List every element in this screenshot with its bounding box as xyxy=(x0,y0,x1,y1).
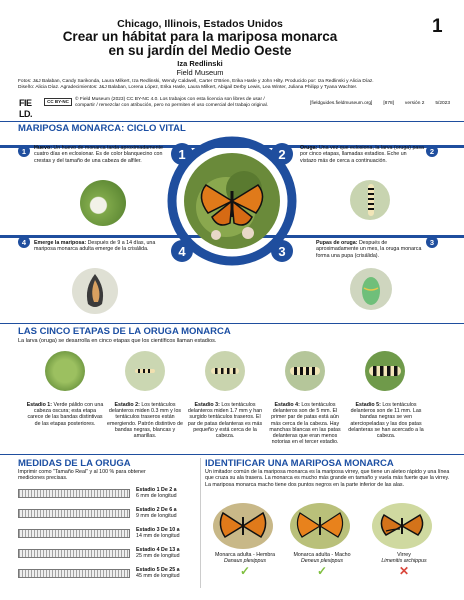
instar-1-photo xyxy=(45,351,85,391)
measure-row xyxy=(18,543,196,563)
instar-5-text xyxy=(346,402,426,439)
instar-3-desc: Los tentáculos delanteros miden 1.7 mm y han surgido tentáculos traseros. El par de patas delanteras es más pequeño y está cerca de la cabeza. xyxy=(187,402,263,440)
cc-license-badge: CC BY-NC xyxy=(44,98,72,106)
card-viceroy-sci: Limenitis archippus xyxy=(381,558,427,565)
location-line: Chicago, Illinois, Estados Unidos xyxy=(117,18,283,30)
chrysalis-icon xyxy=(350,268,392,310)
measure-row xyxy=(18,483,196,503)
measures-subtitle: Imprimir como "Tamaño Real" y al 100 % para obtener mediciones precisas. xyxy=(18,469,146,482)
credits-design: Diseño: Alicia Díaz. Agradecimientos: J&J Balaban, Lorena López, Erika Hasle, Laura Milkert, Abigail Derby Lewis, Lea Winter, Juliana Philipp y Tyana Wachter. xyxy=(18,85,358,91)
instar-4-icon xyxy=(285,351,325,391)
organization-name: Field Museum xyxy=(176,68,224,77)
title-line-1: Crear un hábitat para la mariposa monarca xyxy=(62,29,338,44)
measure-row xyxy=(18,523,196,543)
instar-4-desc: Los tentáculos delanteros son de 5 mm. El primer par de patas está aún más cerca de la cabeza. Hay manchas blancas en las patas delanteras que eran menos notorias en el tercer estadio. xyxy=(269,402,341,446)
stage-larva-desc: Una vez que eclosiona, la larva (oruga) pasa por cinco etapas, llamadas estadios. Eche un vistazo más de cerca a continuación. xyxy=(300,145,424,164)
author-name: Iza Redlinski xyxy=(177,59,223,68)
measure-text xyxy=(136,567,180,579)
stage-badge-4: 4 xyxy=(18,236,30,248)
identify-text: Un imitador común de la mariposa monarca es la mariposa virrey, que tiene un aleteo rápido y una línea que cruza su ala trasera. La monarca es mucho más grande en tamaño y vuela más fuerte que la virrey. La mariposa monarca macho tiene dos puntos negros en la parte inferior de las alas. xyxy=(205,469,450,488)
caterpillar-icon xyxy=(350,180,390,220)
instars-subtitle: La larva (oruga) se desarrolla en cinco etapas que los científicos llaman estadios. xyxy=(18,338,217,344)
measure-size: 25 mm de longitud xyxy=(136,553,180,559)
lifecycle-number-2: 2 xyxy=(271,143,293,165)
license-text xyxy=(75,97,305,109)
instars-title: LAS CINCO ETAPAS DE LA ORUGA MONARCA xyxy=(18,326,231,337)
column-divider xyxy=(200,458,201,588)
instar-4-photo xyxy=(285,351,325,391)
viceroy-photo xyxy=(372,503,432,549)
stage-adult-label: Emerge la mariposa: xyxy=(34,240,87,246)
credits-photos: Fotos: J&J Balaban, Candy Sarikonda, Laura Milkert, Iza Redlinski, Wendy Caldwell, Carter O'Brien, Erika Hasle y John Hilty. Producido por: Iza Redlinski y Alicia Díaz. xyxy=(18,79,374,84)
instar-1-text xyxy=(26,402,104,427)
measure-label: Estadio 4 De 13 a xyxy=(136,546,180,553)
instar-2-desc: Los tentáculos delanteros miden 0.3 mm y los tentáculos traseros están emergiendo. Patrón distintivo de bandas negras, blancas y amarillas. xyxy=(107,402,183,440)
instar-2-photo xyxy=(125,351,165,391)
instar-5-label: Estadio 5: xyxy=(355,402,381,408)
instar-3-photo xyxy=(205,351,245,391)
stage-larva-label: Oruga: xyxy=(300,145,318,151)
stage-pupa-text xyxy=(316,240,424,259)
lifecycle-number-3: 3 xyxy=(271,240,293,262)
instar-5-photo xyxy=(365,351,405,391)
chrysalis-photo xyxy=(350,268,392,310)
card-viceroy-label: Virrey xyxy=(397,552,411,558)
instar-3-label: Estadio 3: xyxy=(194,402,220,408)
measure-label: Estadio 5 De 25 a xyxy=(136,566,180,573)
measure-size: 14 mm de longitud xyxy=(136,533,180,539)
instar-2-icon xyxy=(125,351,165,391)
field-museum-logo xyxy=(18,96,40,120)
emerging-photo xyxy=(72,268,118,314)
page-title xyxy=(0,30,400,58)
male-monarch-photo xyxy=(290,503,350,549)
ruler-graphic xyxy=(18,549,130,558)
stage-egg-desc: Un huevo de monarca tarda aproximadamente cuatro días en eclosionar. Es de color blanquecino con crestas y del tamaño de una cabeza de alfiler. xyxy=(34,145,163,164)
stage-badge-3: 3 xyxy=(426,236,438,248)
guide-date: 5/2023 xyxy=(435,101,450,106)
ruler-graphic xyxy=(18,569,130,578)
guide-url: [fieldguides.fieldmuseum.org] xyxy=(310,101,373,106)
guide-version: versión 2 xyxy=(404,101,425,106)
instar-5-desc: Los tentáculos delanteros son de 11 mm. Las bandas negras se ven aterciopeladas y las dos patas delanteras se han acercado a la cabeza. xyxy=(348,402,424,440)
stage-pupa-label: Pupas de oruga: xyxy=(316,240,358,246)
svg-text:FIE: FIE xyxy=(19,98,32,108)
identify-title: IDENTIFICAR UNA MARIPOSA MONARCA xyxy=(205,458,394,469)
measure-text xyxy=(136,487,177,499)
instar-4-text xyxy=(266,402,344,445)
butterfly-icon xyxy=(372,503,432,549)
title-line-2: en su jardín del Medio Oeste xyxy=(108,43,292,58)
measure-label: Estadio 3 De 10 a xyxy=(136,526,180,533)
butterfly-icon xyxy=(213,503,273,549)
measure-size: 9 mm de longitud xyxy=(136,513,177,519)
cross-icon: ✕ xyxy=(398,563,410,578)
measure-row xyxy=(18,563,196,583)
measure-size: 45 mm de longitud xyxy=(136,573,180,579)
credits-block xyxy=(18,79,448,91)
measure-label: Estadio 2 De 6 a xyxy=(136,506,177,513)
divider xyxy=(0,454,464,455)
card-male-sci: Deneus plexippus xyxy=(300,558,344,565)
license-line-2: compartir / remezclar con atribución, pero no permiten el uso comercial del trabajo original. xyxy=(75,103,269,108)
measure-text xyxy=(136,507,177,519)
instar-1-desc: Verde pálido con una cabeza oscura; esta etapa carece de las bandas distintivas de las etapas posteriores. xyxy=(27,402,104,427)
instar-2-label: Estadio 2: xyxy=(114,402,140,408)
measure-text xyxy=(136,527,180,539)
instar-5-icon xyxy=(365,351,405,391)
female-monarch-photo xyxy=(213,503,273,549)
measure-size: 6 mm de longitud xyxy=(136,493,177,499)
divider xyxy=(0,323,464,324)
measure-row xyxy=(18,503,196,523)
ruler-graphic xyxy=(18,529,130,538)
divider xyxy=(0,121,464,122)
stage-egg-text xyxy=(34,145,164,164)
instar-4-label: Estadio 4: xyxy=(274,402,300,408)
check-icon: ✓ xyxy=(239,563,251,578)
instar-1-label: Estadio 1: xyxy=(26,402,53,408)
measure-label: Estadio 1 De 2 a xyxy=(136,486,177,493)
instar-2-text xyxy=(106,402,184,439)
lifecycle-number-1: 1 xyxy=(171,143,193,165)
ruler-graphic xyxy=(18,489,130,498)
stage-badge-2: 2 xyxy=(426,145,438,157)
license-line-1: © Field Museum (2023) CC BY-NC 4.0. Los trabajos con esta licencia son libres de usar / xyxy=(75,97,265,102)
measure-text xyxy=(136,547,180,559)
card-viceroy xyxy=(364,552,444,578)
check-icon: ✓ xyxy=(316,563,328,578)
lifecycle-number-4: 4 xyxy=(171,240,193,262)
stage-adult-desc: Después de 9 a 14 días, una mariposa monarca adulta emerge de la crisálida. xyxy=(34,240,156,253)
butterfly-icon xyxy=(290,503,350,549)
chrysalis-open-icon xyxy=(72,268,118,314)
ruler-graphic xyxy=(18,509,130,518)
field-logo-icon xyxy=(18,96,40,120)
instar-3-text xyxy=(186,402,264,439)
card-male xyxy=(282,552,362,578)
guide-meta xyxy=(310,101,450,106)
card-female-sci: Danaus plexippus xyxy=(223,558,267,565)
guide-code: [878] xyxy=(383,101,394,106)
page-number: 1 xyxy=(432,16,443,37)
lifecycle-title: MARIPOSA MONARCA: CICLO VITAL xyxy=(18,123,186,134)
measure-list xyxy=(18,483,196,583)
stage-adult-text xyxy=(34,240,164,253)
svg-text:LD.: LD. xyxy=(19,109,32,119)
stage-badge-1: 1 xyxy=(18,145,30,157)
card-male-label: Monarca adulta - Macho xyxy=(293,552,351,558)
egg-photo xyxy=(80,180,126,226)
instar-3-icon xyxy=(205,351,245,391)
caterpillar-photo xyxy=(350,180,390,220)
stage-egg-label: Huevo: xyxy=(34,145,52,151)
stage-pupa-desc: Después de aproximadamente un mes, la oruga monarca forma una pupa (crisálida). xyxy=(316,240,422,259)
stage-larva-text xyxy=(300,145,424,164)
card-female xyxy=(205,552,285,578)
card-female-label: Monarca adulta - Hembra xyxy=(214,552,276,558)
measures-title: MEDIDAS DE LA ORUGA xyxy=(18,458,131,469)
